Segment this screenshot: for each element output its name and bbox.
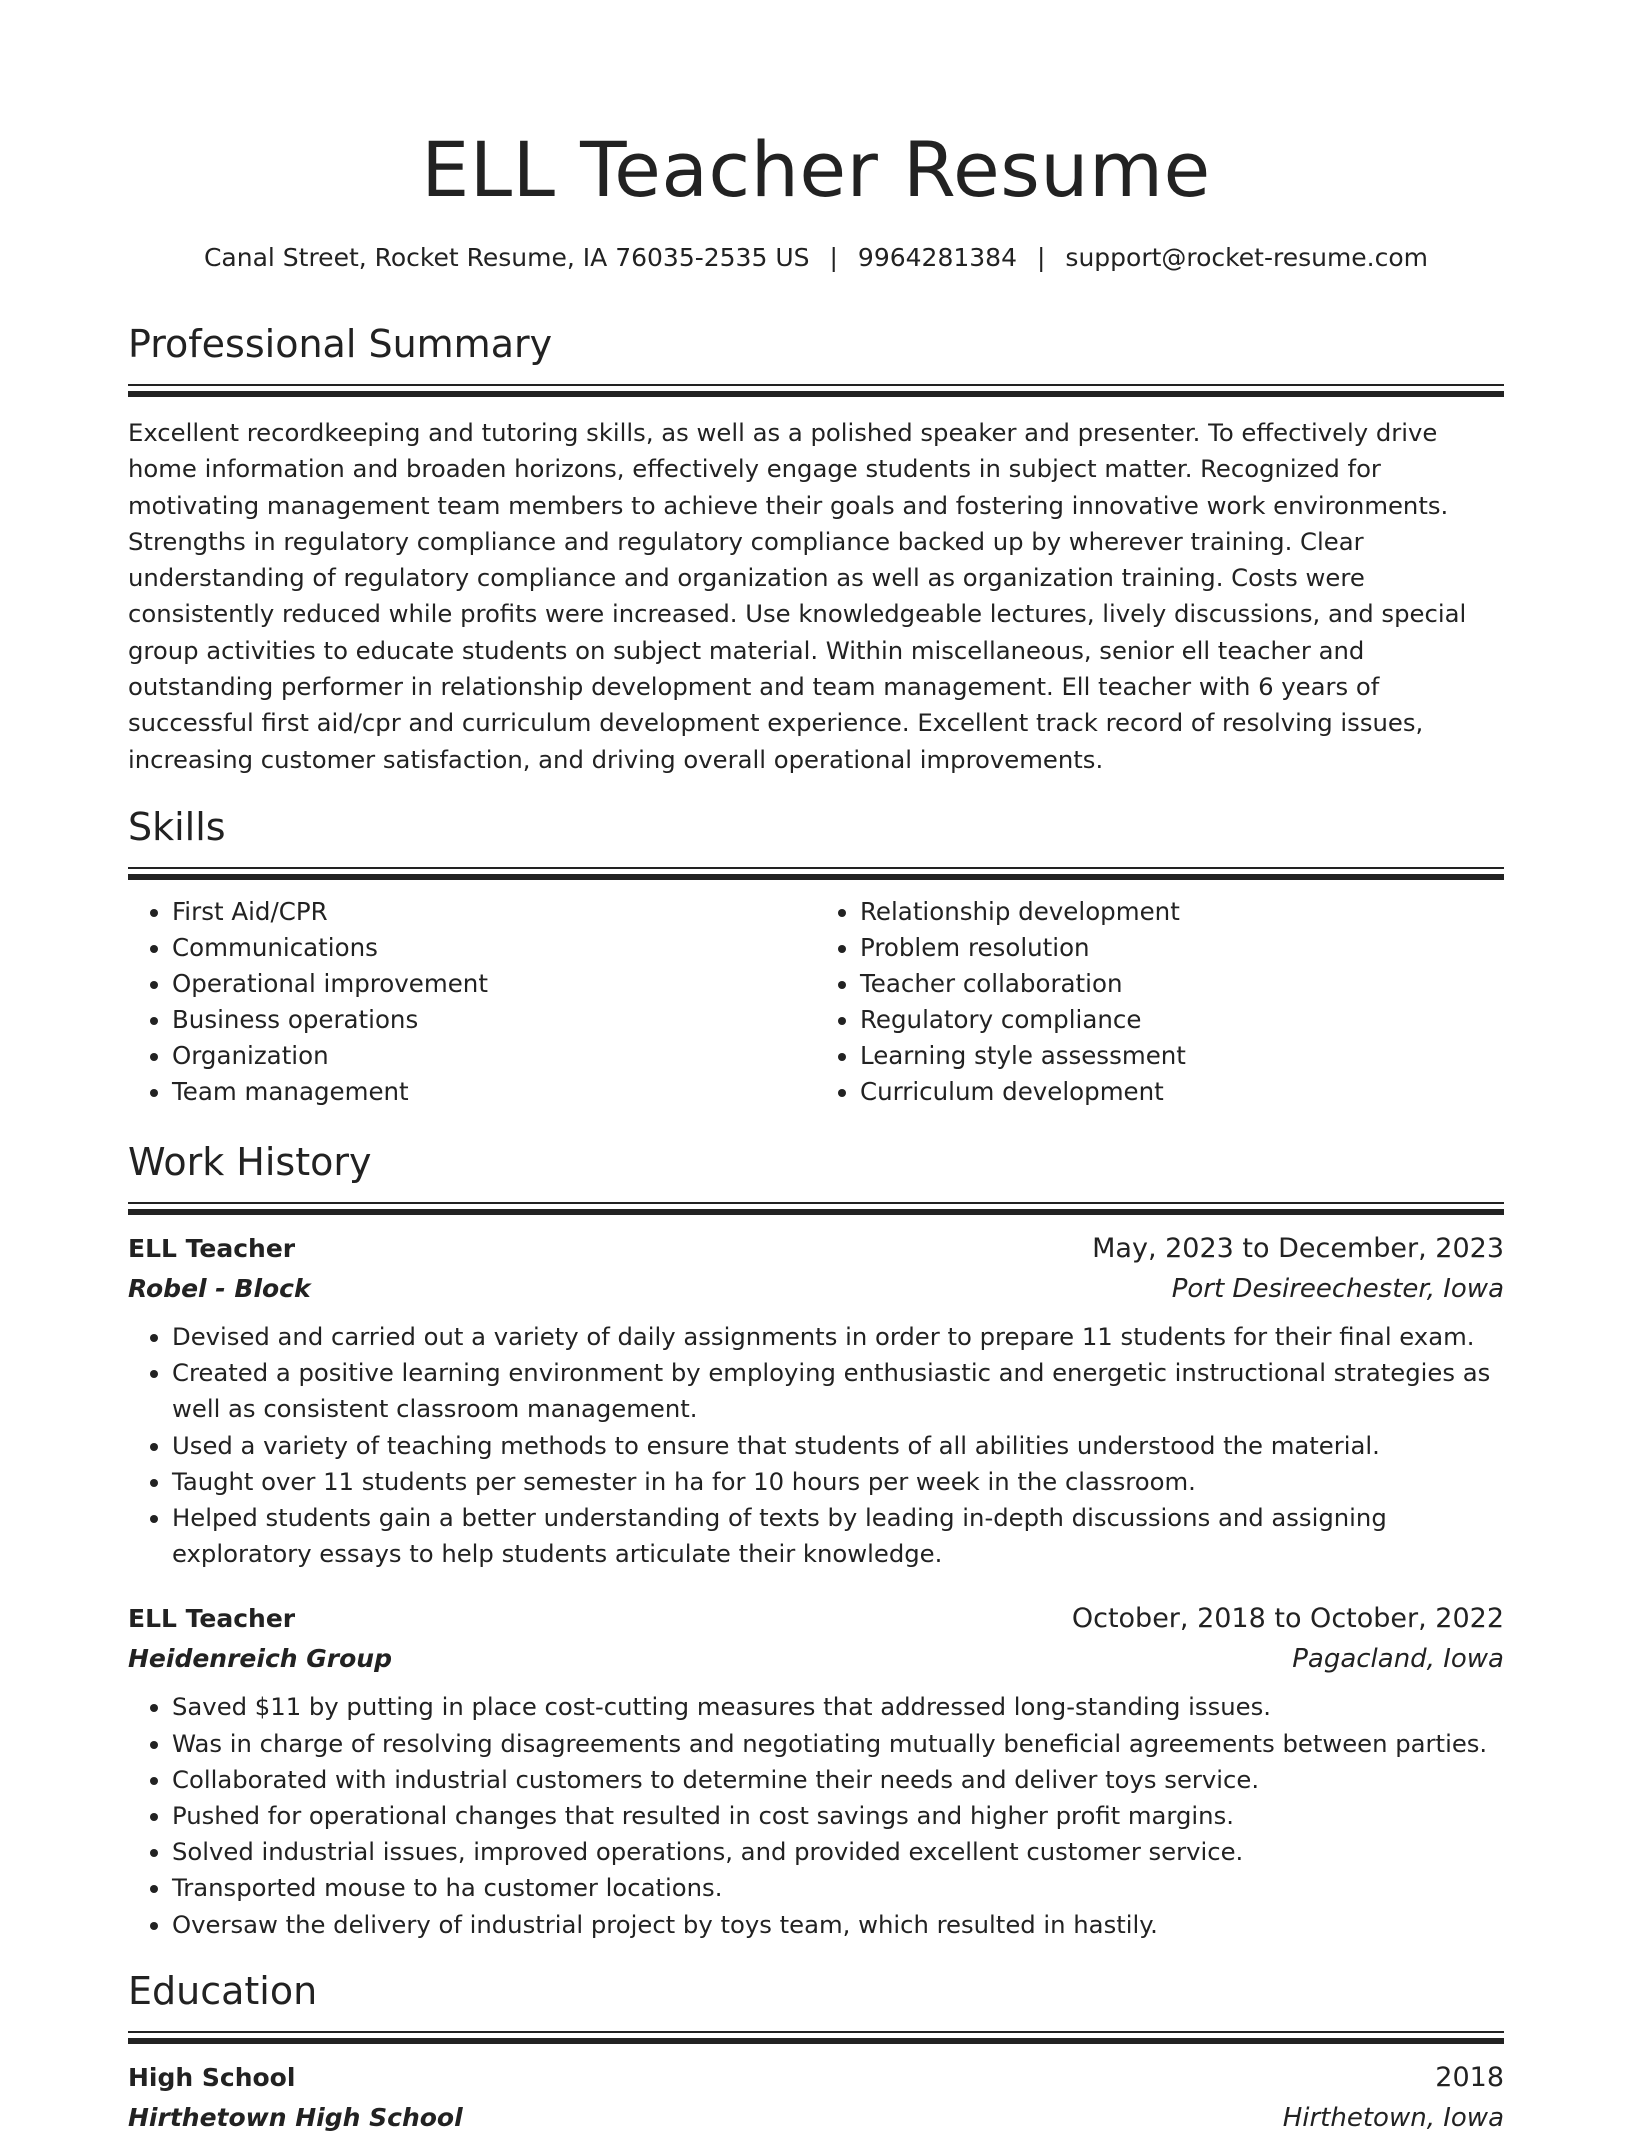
job-company: Heidenreich Group (128, 1644, 392, 1674)
education-section (128, 1967, 1504, 2138)
job-dates: October, 2018 to October, 2022 (1071, 1603, 1504, 1635)
job-subheader-row (128, 1639, 1504, 1679)
section-heading-summary: Professional Summary (128, 322, 553, 366)
contact-address: Canal Street, Rocket Resume, IA 76035-2535 US (203, 243, 810, 272)
skill-item: • Learning style assessment (860, 1038, 1504, 1074)
job-bullet: • Devised and carried out a variety of daily assignments in order to prepare 11 students for their final exam. (172, 1319, 1504, 1355)
job-title: ELL Teacher (128, 1604, 296, 1634)
job-bullets (128, 1689, 1504, 1942)
contact-line (128, 242, 1504, 274)
job-location: Pagacland, Iowa (1292, 1644, 1504, 1675)
section-heading-skills: Skills (128, 804, 226, 849)
job-header-row (128, 1599, 1504, 1639)
job-entry (128, 1599, 1504, 1942)
skills-column-right (816, 894, 1504, 1110)
skill-item: • Problem resolution (860, 930, 1504, 966)
skill-item: • Curriculum development (860, 1074, 1504, 1110)
job-bullet: • Created a positive learning environment by employing enthusiastic and energetic instructional strategies as well as consistent classroom management. (172, 1355, 1504, 1427)
section-rule-thick (128, 1209, 1504, 1215)
section-rule-thick (128, 874, 1504, 880)
job-bullet: • Taught over 11 students per semester in ha for 10 hours per week in the classroom. (172, 1464, 1504, 1500)
section-rule-thin (128, 384, 1504, 386)
skill-item: • Relationship development (860, 894, 1504, 930)
job-bullet: • Oversaw the delivery of industrial project by toys team, which resulted in hastily. (172, 1907, 1504, 1943)
contact-separator: | (1036, 243, 1046, 272)
education-subheader-row (128, 2098, 1504, 2138)
job-bullet: • Helped students gain a better understanding of texts by leading in-depth discussions and assigning exploratory essays to help students articulate their knowledge. (172, 1500, 1504, 1572)
section-heading-education: Education (128, 1968, 318, 2013)
job-bullet: • Transported mouse to ha customer locations. (172, 1870, 1504, 1906)
education-location: Hirthetown, Iowa (1282, 2102, 1504, 2133)
job-bullet: • Collaborated with industrial customers to determine their needs and deliver toys service. (172, 1762, 1504, 1798)
education-entry (128, 2058, 1504, 2138)
section-rule-thick (128, 2038, 1504, 2044)
job-bullet: • Pushed for operational changes that resulted in cost savings and higher profit margins. (172, 1798, 1504, 1834)
skills-section (128, 803, 1504, 1110)
job-entry (128, 1229, 1504, 1572)
job-bullet: • Used a variety of teaching methods to ensure that students of all abilities understood the material. (172, 1428, 1504, 1464)
job-location: Port Desireechester, Iowa (1171, 1273, 1504, 1304)
education-year: 2018 (1435, 2061, 1504, 2093)
skill-item: • Business operations (172, 1002, 816, 1038)
section-rule-thin (128, 1202, 1504, 1204)
job-bullet: • Solved industrial issues, improved operations, and provided excellent customer service. (172, 1834, 1504, 1870)
education-header-row (128, 2058, 1504, 2098)
education-school: Hirthetown High School (128, 2102, 463, 2132)
section-rule-thin (128, 2031, 1504, 2033)
contact-email: support@rocket-resume.com (1065, 243, 1429, 272)
job-subheader-row (128, 1269, 1504, 1309)
job-dates: May, 2023 to December, 2023 (1092, 1232, 1504, 1264)
skill-item: • Communications (172, 930, 816, 966)
job-bullet: • Was in charge of resolving disagreements and negotiating mutually beneficial agreements between parties. (172, 1726, 1504, 1762)
skill-item: • Team management (172, 1074, 816, 1110)
job-bullet: • Saved $11 by putting in place cost-cutting measures that addressed long-standing issues. (172, 1689, 1504, 1725)
skill-item: • Operational improvement (172, 966, 816, 1002)
skill-item: • Teacher collaboration (860, 966, 1504, 1002)
job-company: Robel - Block (128, 1273, 311, 1303)
education-degree: High School (128, 2062, 296, 2092)
skill-item: • Regulatory compliance (860, 1002, 1504, 1038)
contact-separator: | (829, 243, 838, 272)
job-title: ELL Teacher (128, 1233, 296, 1263)
summary-section (128, 320, 1504, 778)
skill-item: • First Aid/CPR (172, 894, 816, 930)
summary-text: Excellent recordkeeping and tutoring skills, as well as a polished speaker and presenter. To effectively drive home information and broaden horizons, effectively engage students in subject matter. Recognized for motivating management team members to achieve their goals and fostering innovative work environments. Strengths in regulatory compliance and regulatory compliance backed up by wherever training. Clear understanding of regulatory compliance and organization as well as organization training. Costs were consistently reduced while profits were increased. Use knowledgeable lectures, lively discussions, and special group activities to educate students on subject material. Within miscellaneous, senior ell teacher and outstanding performer in relationship development and team management. Ell teacher with 6 years of successful first aid/cpr and curriculum development experience. Excellent track record of resolving issues, increasing customer satisfaction, and driving overall operational improvements. (128, 418, 1467, 774)
job-bullets (128, 1319, 1504, 1572)
skill-item: • Organization (172, 1038, 816, 1074)
section-rule-thick (128, 391, 1504, 397)
contact-phone: 9964281384 (857, 243, 1017, 272)
section-heading-work: Work History (128, 1139, 372, 1184)
job-header-row (128, 1229, 1504, 1269)
skills-column-left (128, 894, 816, 1110)
skills-list (128, 894, 1504, 1110)
section-rule-thin (128, 867, 1504, 869)
resume-title: ELL Teacher Resume (421, 125, 1211, 214)
work-section (128, 1138, 1504, 1943)
